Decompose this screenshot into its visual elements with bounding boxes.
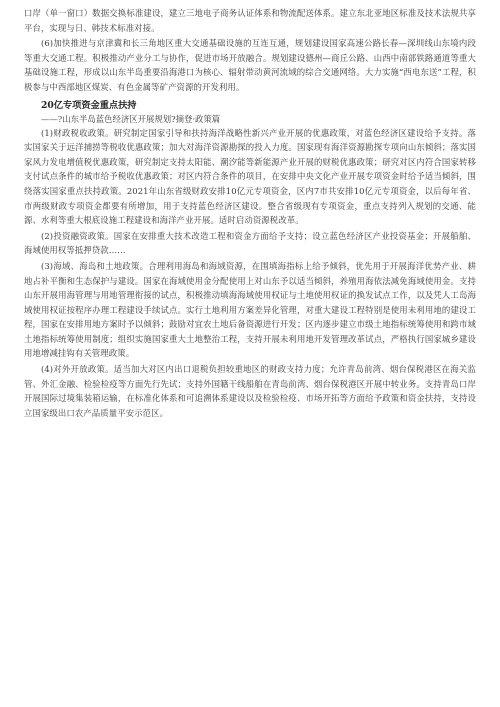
body-paragraph: (1)财政税收政策。研究制定国家引导和扶持海洋战略性新兴产业开展的优惠政策，对蓝色经济区建设给予支持。落实国家关于远洋捕捞等税收优惠政策；加大对海洋资源勘探的投入力度。国家现有海洋资源勘探专项向山东倾斜；落实国家风力发电增值税优惠政策，研究制定支持太阳能、潮汐能等新能源产业开展的财税优惠政策；研究对区内符合国家转移支付试点条件的城市给予税收优惠政策；对区内符合条件的项目，在安排中央文化产业开展专项资金时给予适当倾斜，围绕落实国家重点扶持政策。2021年山东省级财政安排10亿元专项资金，区内7市共安排10亿元专项资金，以后每年省、市两级财政专项资金都要有所增加，用于支持蓝色经济区建设。整合省级现有专项资金，重点支持列入规划的交通、能源、水利等重大根底设施工程建设和海洋产业开展。适时启动资源税改革。: [24, 127, 476, 226]
body-paragraph: 口岸（单一窗口）数据交换标准建设，建立三地电子商务认证体系和物流配送体系。建立东北亚地区标准及技术法规共享平台，实现与日、韩技术标准对接。: [24, 8, 476, 33]
section-subheading: [41, 113, 476, 126]
body-paragraph: (6)加快推进与京津冀和长三角地区重大交通基础设施的互连互通，规划建设国家高速公路长春—深圳线山东境内段等重大交通工程。积极推动产业分工与协作，促进市场开放融合。规划建设德州—商丘公路、山西中南部铁路通道等重大基础设施工程，形成以山东半岛重要沿海港口为核心、辐射带动黄河流域的综合交通网络。大力实施“西电东送”工程，积极参与中西部地区煤炭、有色金属等矿产资源的开发利用。: [24, 38, 476, 92]
body-paragraph: (3)海域、海岛和土地政策。合理利用海岛和海域资源，在围填海指标上给予倾斜，优先用于开展海洋优势产业、耕地占补平衡和生态保护与建设。国家在海域使用金分配使用上对山东予以适当倾斜，养殖用海依法减免海域使用金。支持山东开展用海管理与用地管理衔接的试点，积极推动填海海域使用权证与土地使用权证的换发试点工作，以及凭人工岛海域使用权证按程序办理工程建设手续试点。实行土地利用方案差异化管理，对重大建设工程特别是使用未利用地的建设工程，国家在安排用地方案时予以倾斜；鼓励对宜农土地后备资源进行开发；区内逐步建立市级土地指标统筹使用和跨市域土地指标统筹使用制度；组织实施国家重大土地整治工程，支持开展未利用地开发管理改革试点，严格执行国家城乡建设用地增减挂钩有关管理政策。: [24, 260, 476, 359]
body-paragraph: (2)投资融资政策。国家在安排重大技术改造工程和资金方面给予支持；设立蓝色经济区产业投资基金；开展船舶、海域使用权等抵押贷款……: [24, 230, 476, 256]
body-paragraph: (4)对外开放政策。适当加大对区内出口退税负担较重地区的财政支持力度；允许青岛前湾、烟台保税港区在海关监管、外汇金融、检验检疫等方面先行先试；支持外国籍干线船舶在青岛前湾、烟台保税港区开展中转业务。支持青岛口岸开展国际过境集装箱运输，在标准化体系和可追溯体系建设以及检验检疫、市场开拓等方面给予政策和资金扶持，支持设立国家级出口农产品质量平安示范区。: [24, 364, 476, 418]
subheading-prefix: ——?: [41, 113, 63, 124]
section-heading: 20亿专项资金重点扶持: [41, 99, 137, 111]
subheading-text: 山东半岛蓝色经济区开展规划?摘登·政策篇: [62, 113, 221, 124]
